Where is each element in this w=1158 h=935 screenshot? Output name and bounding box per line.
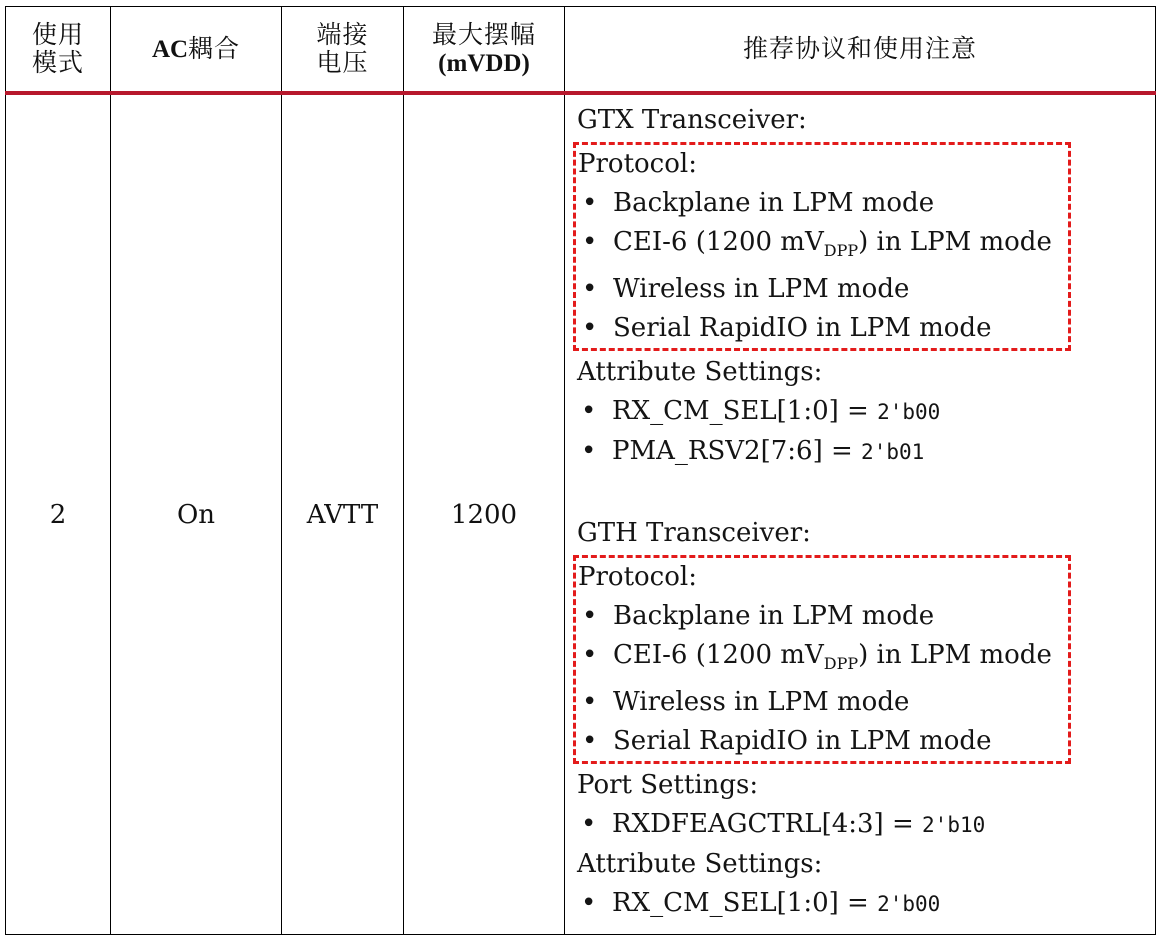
- gth-port-label: Port Settings:: [577, 770, 759, 800]
- gtx-attr-name: RX_CM_SEL[1:0] =: [612, 396, 878, 426]
- header-ac-latin: AC: [151, 35, 189, 63]
- cell-mode: 2: [6, 93, 111, 935]
- gtx-cei-subscript: DPP: [823, 241, 859, 260]
- gtx-protocol-label: Protocol:: [578, 149, 697, 179]
- gtx-attr-label: Attribute Settings:: [577, 357, 823, 387]
- gth-port-name: RXDFEAGCTRL[4:3] =: [612, 809, 923, 839]
- gtx-title: GTX Transceiver:: [577, 105, 807, 135]
- gtx-attr-item: [577, 432, 1143, 472]
- gth-attr-label: Attribute Settings:: [577, 849, 823, 879]
- header-notes-text: 推荐协议和使用注意: [742, 34, 977, 63]
- gtx-protocol-item: • Serial RapidIO in LPM mode: [578, 309, 1052, 348]
- table-header-row: [6, 7, 1156, 94]
- header-ac-coupling: [111, 7, 282, 94]
- gth-title: GTH Transceiver:: [577, 518, 811, 548]
- gth-protocol-item: • Wireless in LPM mode: [578, 683, 1052, 722]
- header-termination: [282, 7, 404, 94]
- gth-attr-value: 2'b00: [877, 892, 941, 916]
- gtx-protocol-item: • Backplane in LPM mode: [578, 184, 1052, 223]
- header-mode-line2: 模式: [31, 48, 84, 77]
- header-notes: [565, 7, 1156, 94]
- header-mode-line1: 使用: [31, 20, 84, 49]
- gth-protocol-item: [578, 636, 1052, 683]
- gth-cei-text: CEI-6 (1200 mV: [613, 640, 824, 670]
- header-swing: [404, 7, 565, 94]
- header-term-line1: 端接: [316, 20, 369, 49]
- gtx-attr-name: PMA_RSV2[7:6] =: [612, 436, 862, 466]
- gtx-cei-suffix: ) in LPM mode: [858, 227, 1052, 257]
- gth-attr-item: [577, 884, 1143, 924]
- gth-port-item: [577, 805, 1143, 845]
- header-swing-line1: 最大摆幅: [431, 19, 536, 49]
- header-term-line2: 电压: [316, 48, 369, 77]
- header-swing-line2: (mVDD): [438, 49, 530, 77]
- cell-swing: 1200: [404, 93, 565, 935]
- gtx-protocol-item: • Wireless in LPM mode: [578, 270, 1052, 309]
- gth-protocol-highlight-box: [573, 555, 1071, 764]
- gth-cei-suffix: ) in LPM mode: [858, 640, 1052, 670]
- gth-cei-subscript: DPP: [823, 654, 859, 673]
- transceiver-table: [5, 6, 1156, 935]
- gth-protocol-item: • Serial RapidIO in LPM mode: [578, 722, 1052, 761]
- table-row: [6, 93, 1156, 935]
- gth-port-value: 2'b10: [922, 813, 986, 837]
- header-mode: [6, 7, 111, 94]
- section-spacer: [577, 472, 1143, 514]
- gtx-protocol-item: [578, 223, 1052, 270]
- gth-attr-name: RX_CM_SEL[1:0] =: [612, 888, 878, 918]
- gtx-attr-value: 2'b01: [861, 440, 925, 464]
- gtx-attr-item: [577, 392, 1143, 432]
- gtx-cei-text: CEI-6 (1200 mV: [613, 227, 824, 257]
- gth-protocol-label: Protocol:: [578, 562, 697, 592]
- cell-termination: AVTT: [282, 93, 404, 935]
- gth-protocol-item: • Backplane in LPM mode: [578, 597, 1052, 636]
- gtx-attr-value: 2'b00: [877, 400, 941, 424]
- cell-ac: On: [111, 93, 282, 935]
- cell-notes: [565, 93, 1156, 935]
- header-ac-cjk: 耦合: [188, 33, 241, 63]
- gtx-protocol-highlight-box: [573, 142, 1071, 351]
